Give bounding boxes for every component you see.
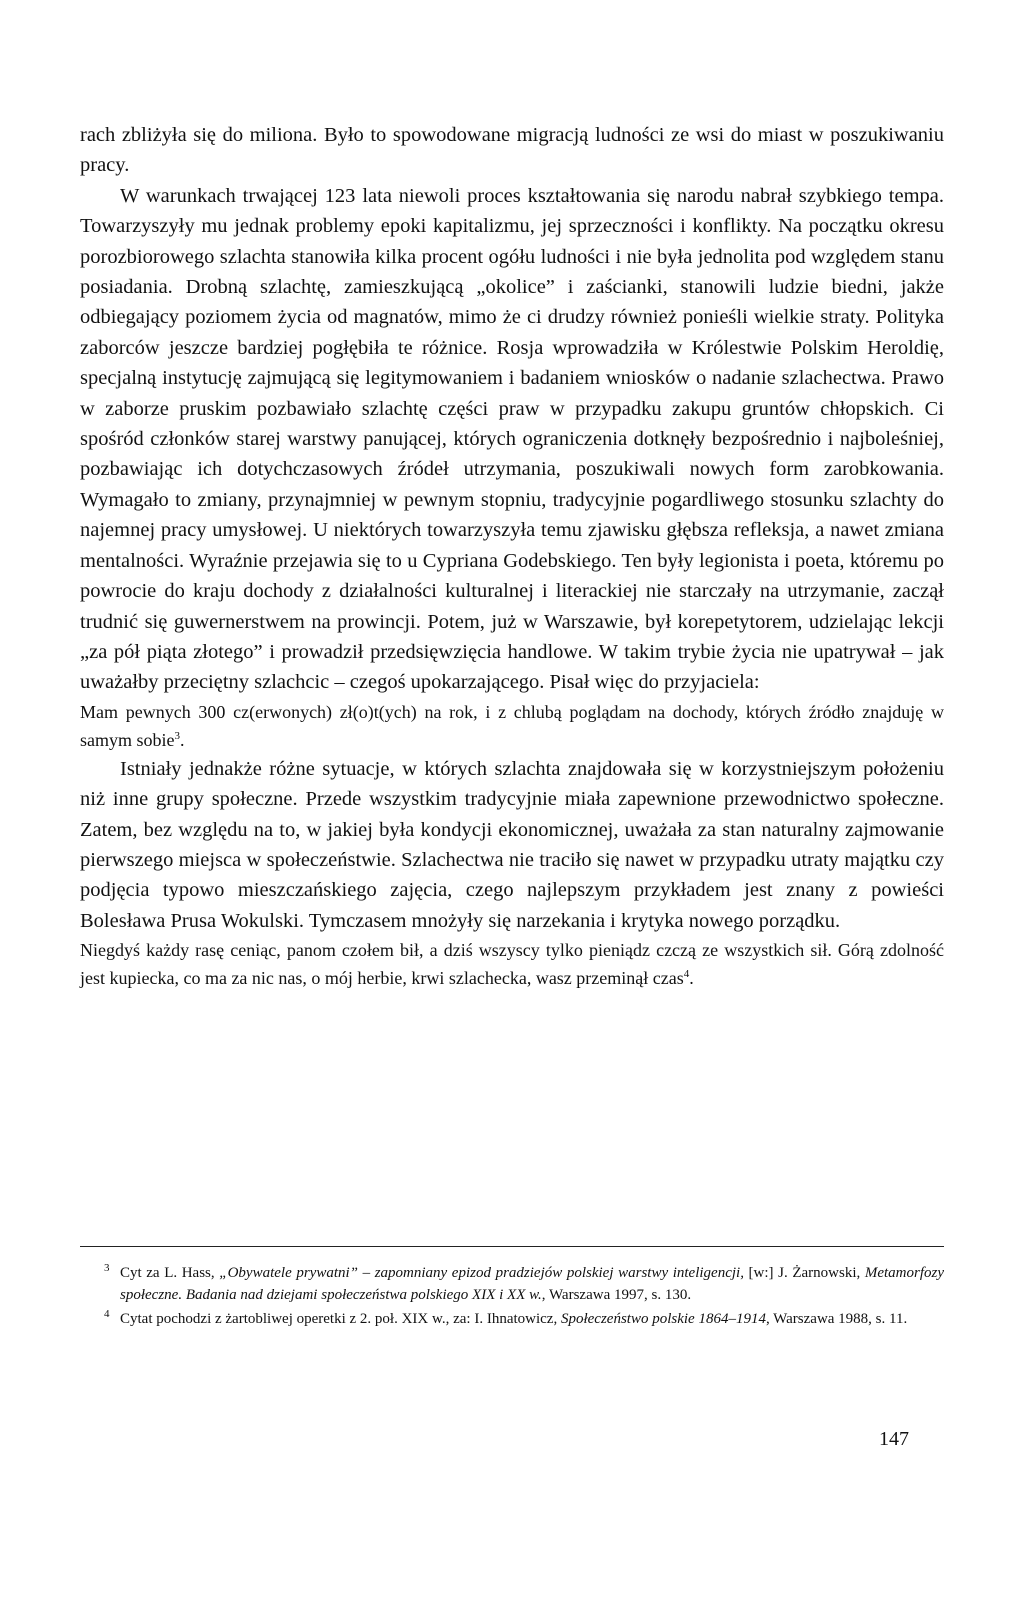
paragraph-3: Istniały jednakże różne sytuacje, w których szlachta znajdowała się w korzystniejszym położeniu niż inne grupy społeczne. Przede wszystkim tradycyjnie miała zapewnione przewodnictwo społeczne. Zatem, bez względu na to, w jakiej była kondycji ekonomicznej, uważała za stan naturalny zajmowanie pierwszego miejsca w społeczeństwie. Szlachectwa nie traciło się nawet w przypadku utraty majątku czy podjęcia typowo mieszczańskiego zajęcia, czego najlepszym przykładem jest znany z powieści Bolesława Prusa Wokulski. Tymczasem mnożyły się narzekania i krytyka nowego porządku. — [80, 757, 944, 932]
footnote-3-text: Cyt za L. Hass, — [120, 1265, 220, 1281]
block-quote-2 — [80, 936, 944, 992]
quote-1-text: Mam pewnych 300 cz(erwonych) zł(o)t(ych) na rok, i z chlubą poglądam na dochody, których źródło znajduję w samym sobie — [80, 701, 944, 750]
footnote-3: $^3$ Cyt za L. Hass, „Obywatele prywatni” – zapomniany epizod pradziejów polskiej warstwy inteligencji, [w:] J. Żarnowski, Metamorfozy społeczne. Badania nad dziejami społeczeństwa polskiego XIX i XX w., Warszawa 1997, s. 130. — [104, 1262, 944, 1303]
footnote-4-title: Społeczeństwo polskie 1864–1914 — [560, 1311, 766, 1327]
footnotes — [80, 1262, 944, 1332]
footnote-3-text-mid: [w:] J. Żarnowski, — [743, 1265, 865, 1281]
quote-1-end: . — [180, 729, 185, 750]
paragraph-1: rach zbliżyła się do miliona. Było to spowodowane migracją ludności ze wsi do miast w poszukiwaniu pracy. — [80, 124, 944, 177]
footnote-4-text: Cytat pochodzi z żartobliwej operetki z 2. poł. XIX w., za: I. Ihnatowicz, — [120, 1311, 561, 1327]
footnote-3-text-end: , Warszawa 1997, s. 130. — [541, 1287, 692, 1303]
page-number: 147 — [879, 1428, 909, 1450]
footnote-3-title-2: Metamorfozy społeczne. Badania nad dziejami społeczeństwa polskiego XIX i XX w. — [120, 1265, 944, 1303]
footnote-ref-4: 4 — [683, 968, 690, 981]
quote-2-text: Niegdyś każdy rasę ceniąc, panom czołem bił, a dziś wszyscy tylko pieniądz czczą ze wszystkich sił. Górą zdolność jest kupiecka, co ma za nic nas, o mój herbie, krwi szlachecka, wasz przeminął czas — [80, 940, 944, 989]
footnote-4-text-end: , Warszawa 1988, s. 11. — [765, 1311, 908, 1327]
quote-2-end: . — [689, 968, 694, 989]
footnote-4: $^4$ Cytat pochodzi z żartobliwej operetki z 2. poł. XIX w., za: I. Ihnatowicz, Społeczeństwo polskie 1864–1914, Warszawa 1988, s. 11. — [104, 1308, 908, 1327]
footnote-divider — [80, 1246, 944, 1247]
footnote-3-title: „Obywatele prywatni” – zapomniany epizod pradziejów polskiej warstwy inteligencji, — [219, 1265, 744, 1281]
footnote-ref-3: 3 — [174, 729, 180, 742]
main-text — [80, 120, 944, 992]
paragraph-2: W warunkach trwającej 123 lata niewoli proces kształtowania się narodu nabrał szybkiego tempa. Towarzyszyły mu jednak problemy epoki kapitalizmu, jej sprzeczności i konflikty. Na początku okresu porozbiorowego szlachta stanowiła kilka procent ogółu ludności i nie była jednolita pod względem stanu posiadania. Drobną szlachtę, zamieszkującą „okolice” i zaścianki, stanowili ludzie biedni, jakże odbiegający poziomem życia od magnatów, mimo że ci drudzy również ponieśli wielkie straty. Polityka zaborców jeszcze bardziej pogłębiła te różnice. Rosja wprowadziła w Królestwie Polskim Heroldię, specjalną instytucję zajmującą się legitymowaniem i badaniem wniosków o nadanie szlachectwa. Prawo w zaborze pruskim pozbawiało szlachtę części praw w przypadku zakupu gruntów chłopskich. Ci spośród członków starej warstwy panującej, których ograniczenia dotknęły bezpośrednio i najboleśniej, pozbawiając ich dotychczasowych źródeł utrzymania, poszukiwali nowych form zarobkowania. Wymagało to zmiany, przynajmniej w pewnym stopniu, tradycyjnie pogardliwego stosunku szlachty do najemnej pracy umysłowej. U niektórych towarzyszyła temu zjawisku głębsza refleksja, a nawet zmiana mentalności. Wyraźnie przejawia się to u Cypriana Godebskiego. Ten były legionista i poeta, któremu po powrocie do kraju dochody z działalności kulturalnej i literackiej nie starczały na utrzymanie, zaczął trudnić się guwernerstwem na prowincji. Potem, już w Warszawie, był korepetytorem, udzielając lekcji „za pół piąta złotego” i prowadził przedsięwzięcia handlowe. W takim trybie życia nie upatrywał – jak uważałby przeciętny szlachcic – czegoś upokarzającego. Pisał więc do przyjaciela: — [80, 184, 944, 694]
block-quote-1 — [80, 698, 944, 754]
